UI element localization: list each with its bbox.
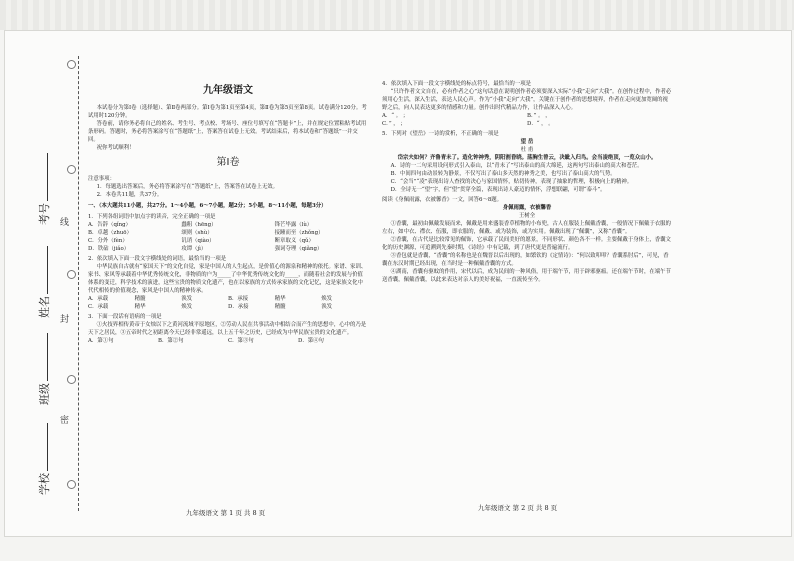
reading-author: 王树全 [518,213,536,219]
question-option: A．诗的一二句采用设问形式引入泰山，以“青未了”写出泰山的高大绵延，这两句写出泰山的高大和苍茫。 [390,163,643,169]
question-2-stem: 2．依次填入下面一段文字横线处的词语，最恰当的一项是 [88,255,227,262]
scan-top-band [0,0,794,30]
reading-title: 身佩雨露，衣被馨香 [502,205,552,211]
seal-line [78,56,79,511]
reading-paragraph: ①香囊，最初由佩戴发展而来，佩戴是用来盛装香草植物的小布兜，古人在服装上佩戴香囊，一般情况下佩戴于衣服的左右，如中衣、襟衣、伍服，即衣服的，佩戴、或为装饰，或为实用。佩戴出现了“佩囊”，又称“香囊”。 [382,221,671,235]
class-field[interactable]: 班级 [36,333,52,405]
question-2-passage: 中华民族自古就有“家国天下”的文化自觉，家是中国人的人生起点，是价值心的源泉和精神的依托。家谱、家训、家书、家风等承载着中华优秀传统文化，非物质的户为_____了中华优秀传统文化的_____，而随着社会的发展与价值体系的变迁，科学技术的演进，这些宝贵的物质文化遗产，也在以家族的方式传承家族的文化记忆，这是家族文化中代代相传的价值观念，家风是中国人的精神传承。 [88,263,367,294]
punch-hole [67,60,76,69]
good-luck-text: 祝你考试顺利！ [96,144,135,151]
question-4-stem: 4．依次填入下面一段文字横线处的标点符号，最恰当的一项是 [382,81,531,87]
question-1-stem: 1．下列各组词语中加点字的读音，完全正确的一项是 [88,213,216,220]
page-footer: 九年级语文 第 1 页 共 8 页 [186,509,266,517]
left-page [88,84,368,345]
poem-author: 杜 甫 [520,147,534,153]
school-field[interactable]: 学校 [36,423,52,495]
question-option-row: A．第①句 B．第②句 C．第③句 D．第④句 [88,337,324,344]
page-footer: 九年级语文 第 2 页 共 8 页 [478,504,558,512]
seal-mark: 封 [60,315,70,325]
name-field[interactable]: 姓名 [36,246,52,318]
question-3-stem: 3．下面一段话有语病的一项是 [88,313,162,320]
right-page [382,80,672,284]
punch-hole [67,480,76,489]
seal-mark: 线 [60,218,70,228]
notice-item: 1．每题选出答案后，务必将答案涂写在“答题纸”上，答案答在试卷上无效。 [96,183,279,190]
reading-paragraph: ④湖南，香囊有驱蚊的作用，宋代以后，成为民间的一种风俗，用于端午节，用于辟邪驱瘟。还在端午节时，在端午节送香囊，佩戴香囊，以此来表达对亲人的美好祝福，一直流传至今。 [382,269,671,283]
notice-item: 2．本卷共11题，共37分。 [96,191,163,198]
exam-title: 九年级语文 [203,85,253,96]
question-option-row: C．分外（fèn） 讥诮（qiào） 断章取义（qǔ） [88,237,314,244]
question-option-row: C．” ， ； D．“ ， 。 [382,121,554,127]
question-option: B．中间四句由动景转为静景，不仅写出了泰山多天然的神秀之美，也写出了泰山高大的气势。 [390,171,616,177]
notice-title: 注意事项： [88,175,115,182]
reading-paragraph: ②香囊，在古代是比较常见的佩饰，它承载了民间美好的愿景，不同形状、颜色各不一样。主要佩戴于身体上，香囊文化的历史渊源，可追溯到先秦时期，《诗经》中有记载，到了唐代更是普遍流行。 [382,237,671,251]
reading-intro: 阅读《身佩雨露，衣被馨香》一文，回答6～8题。 [382,197,503,203]
reading-paragraph: ③香包就是香囊，“香囊”的名称也是在魏晋以后出现的，如繁钦的《定情诗》：“何以致叩叩？香囊系肘后”，可见，香囊在东汉时期已经出现，在当时是一种佩戴香囊的方式。 [382,253,669,267]
question-option-row: C．承载 精华 焕发 D．承接 精髓 涣发 [88,303,333,310]
question-option-row: A．“ 。 ； B．” 。 ， [382,113,551,119]
question-3-passage: ①火技界相传黄帝于女烛以下之黄河流域平原地区，②劳动人民在共事活动中相结合而产生的思想中，心中的乃是天下之居民，③五帝时代之初距离今天已经非常遥远，以上五千年之历史，已经成为中华民族宝贵的文化遗产。 [88,321,367,336]
question-option-row: B．卓越（zhuō） 颂则（shù） 接踵而至（zhǒng） [88,229,324,236]
poem-text: 岱宗夫如何？齐鲁青未了。造化钟神秀，阴阳割昏晓。荡胸生曾云，决眦入归鸟。会当凌绝顶，一览众山小。 [397,155,657,161]
instructions-paragraph: 答卷前，请你务必将自己的姓名、考生号、考点校、考场号、座位号填写在“答题卡”上，并在规定位置粘贴考试用条形码。答题时，务必将答案涂写在“答题纸”上，答案答在试卷上无效。考试结束后，将本试卷和“答题纸”一并交回。 [88,120,367,143]
section-heading: 一、（本大题共11小题，共27分。1～4小题，6～7小题，题2分；5小题，8～11小题，每题3分） [88,202,327,209]
exam-number-field[interactable]: 考号 [36,153,52,225]
poem-title: 望 岳 [520,139,534,145]
seal-mark: 密 [60,416,70,426]
question-5-stem: 5．下列对《望岳》一诗的赏析，不正确的一项是 [382,131,499,137]
punch-hole [67,375,76,384]
question-option: D．全诗无一“望”字，但“望”贯穿全篇，表现出诗人豪迈的情怀，浮想联翩，可谓“泰斗”。 [390,187,606,193]
instructions-paragraph: 本试卷分为第Ⅰ卷（选择题）、第Ⅱ卷两部分。第Ⅰ卷为第1页至第4页，第Ⅱ卷为第5页至第8页。试卷满分120分。考试用时120分钟。 [88,104,367,119]
question-option: C．“会当”“凌”表现出诗人查找的决心与家国情怀，贴切传神，表现了抽象的哲理，积极向上的精神。 [390,179,633,185]
question-option-row: A．告辞（qǐng） 蠢粗（hēng） 锋芒毕露（lù） [88,221,313,228]
question-option-row: D．铁砧（jiǎo） 攻谭（jì） 强词夺理（qiǎng） [88,245,323,252]
question-4-passage: “只许作者文文自在，必有作者之心”这句话意在说明创作者必须要深入实际“小我”走向“大我”。在创作过程中，作者必须用心生活，深入生活，表达人民心声。作为“小我”走向“大我”，关键在于创作者的思想境界，作者在走向更加宽阔的视野之后，向人民表达更多的情感和力量。创作出时代精品力作，让作品深入人心。 [382,89,672,111]
question-option-row: A．承载 精髓 涣发 B．承接 精华 焕发 [88,295,333,302]
punch-hole [67,270,76,279]
punch-hole [67,165,76,174]
part-heading: 第Ⅰ卷 [216,156,240,168]
